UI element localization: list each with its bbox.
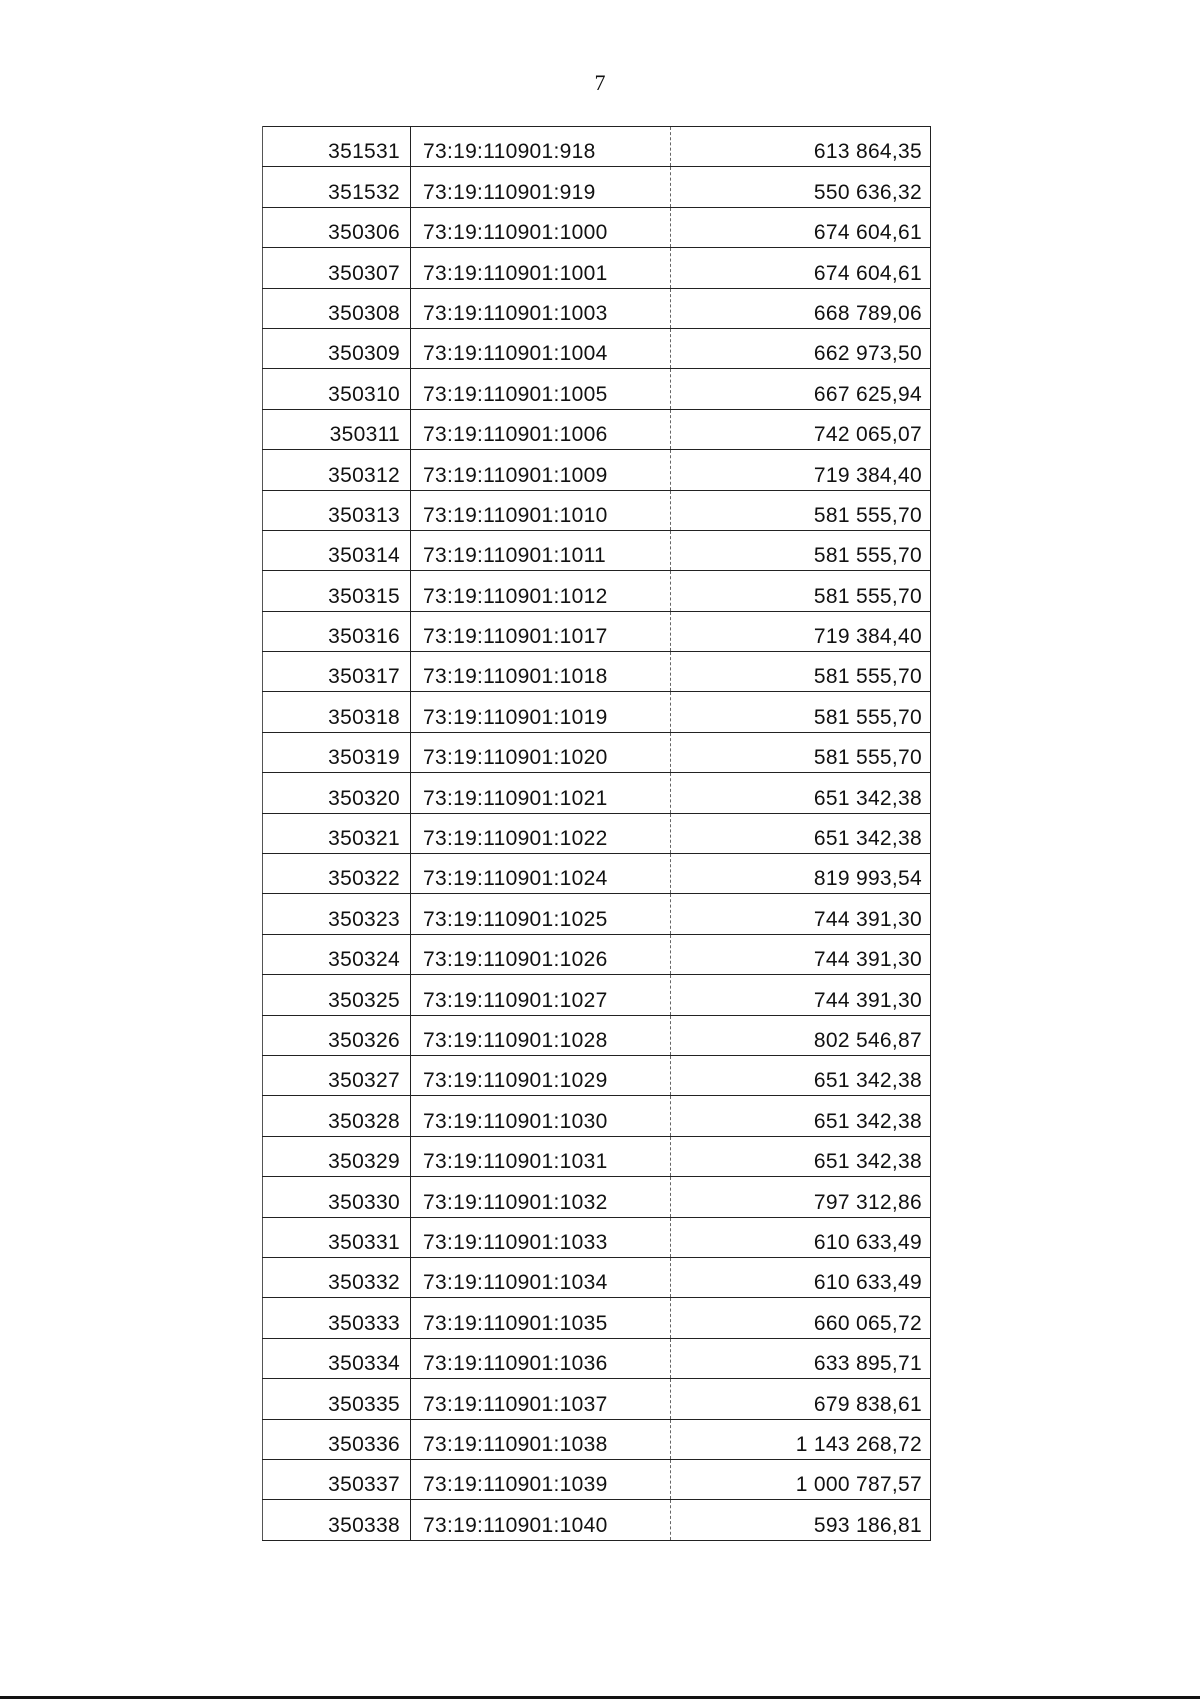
cadastral-number-cell: 73:19:110901:1018 [411, 652, 671, 692]
cadastral-number-cell: 73:19:110901:1029 [411, 1055, 671, 1095]
cadastral-value-cell: 744 391,30 [671, 894, 931, 934]
row-code-cell: 350316 [263, 611, 411, 651]
table-row [263, 611, 931, 651]
row-code-cell: 350321 [263, 813, 411, 853]
cadastral-number-cell: 73:19:110901:1033 [411, 1217, 671, 1257]
table-row [263, 1419, 931, 1459]
cadastral-number-cell: 73:19:110901:1032 [411, 1177, 671, 1217]
cadastral-number-cell: 73:19:110901:1035 [411, 1298, 671, 1338]
row-code-cell: 350336 [263, 1419, 411, 1459]
cadastral-value-cell: 610 633,49 [671, 1257, 931, 1297]
cadastral-value-cell: 613 864,35 [671, 127, 931, 167]
row-code-cell: 350329 [263, 1136, 411, 1176]
row-code-cell: 350317 [263, 652, 411, 692]
table-row [263, 1096, 931, 1136]
cadastral-value-cell: 667 625,94 [671, 369, 931, 409]
row-code-cell: 350315 [263, 571, 411, 611]
cadastral-value-cell: 651 342,38 [671, 773, 931, 813]
cadastral-number-cell: 73:19:110901:1034 [411, 1257, 671, 1297]
cadastral-value-cell: 719 384,40 [671, 611, 931, 651]
cadastral-number-cell: 73:19:110901:1011 [411, 530, 671, 570]
table-row [263, 127, 931, 167]
row-code-cell: 350331 [263, 1217, 411, 1257]
cadastral-number-cell: 73:19:110901:1020 [411, 732, 671, 772]
row-code-cell: 350326 [263, 1015, 411, 1055]
row-code-cell: 350338 [263, 1500, 411, 1540]
row-code-cell: 350323 [263, 894, 411, 934]
cadastral-number-cell: 73:19:110901:1003 [411, 288, 671, 328]
table-body [263, 127, 931, 1541]
cadastral-value-cell: 651 342,38 [671, 1136, 931, 1176]
table-row [263, 1257, 931, 1297]
cadastral-value-cell: 651 342,38 [671, 1096, 931, 1136]
cadastral-value-cell: 744 391,30 [671, 975, 931, 1015]
cadastral-value-cell: 581 555,70 [671, 490, 931, 530]
row-code-cell: 350314 [263, 530, 411, 570]
table-row [263, 288, 931, 328]
cadastral-number-cell: 73:19:110901:1039 [411, 1459, 671, 1499]
cadastral-value-cell: 674 604,61 [671, 207, 931, 247]
cadastral-value-cell: 550 636,32 [671, 167, 931, 207]
table-row [263, 692, 931, 732]
row-code-cell: 351532 [263, 167, 411, 207]
table-row [263, 1217, 931, 1257]
row-code-cell: 351531 [263, 127, 411, 167]
cadastral-number-cell: 73:19:110901:1000 [411, 207, 671, 247]
cadastral-value-cell: 651 342,38 [671, 813, 931, 853]
cadastral-number-cell: 73:19:110901:1038 [411, 1419, 671, 1459]
row-code-cell: 350311 [263, 409, 411, 449]
table-row [263, 894, 931, 934]
table-row [263, 369, 931, 409]
table-row [263, 409, 931, 449]
row-code-cell: 350319 [263, 732, 411, 772]
cadastral-value-cell: 674 604,61 [671, 248, 931, 288]
cadastral-value-cell: 581 555,70 [671, 732, 931, 772]
page-number: 7 [594, 70, 606, 95]
cadastral-number-cell: 73:19:110901:1025 [411, 894, 671, 934]
cadastral-value-cell: 742 065,07 [671, 409, 931, 449]
table-row [263, 530, 931, 570]
row-code-cell: 350327 [263, 1055, 411, 1095]
cadastral-number-cell: 73:19:110901:919 [411, 167, 671, 207]
cadastral-number-cell: 73:19:110901:1031 [411, 1136, 671, 1176]
cadastral-number-cell: 73:19:110901:1037 [411, 1379, 671, 1419]
cadastral-number-cell: 73:19:110901:1005 [411, 369, 671, 409]
table-row [263, 328, 931, 368]
cadastral-number-cell: 73:19:110901:1036 [411, 1338, 671, 1378]
table-row [263, 1015, 931, 1055]
cadastral-value-cell: 662 973,50 [671, 328, 931, 368]
cadastral-value-cell: 797 312,86 [671, 1177, 931, 1217]
table-row [263, 732, 931, 772]
table-row [263, 1177, 931, 1217]
row-code-cell: 350334 [263, 1338, 411, 1378]
row-code-cell: 350332 [263, 1257, 411, 1297]
table-row [263, 813, 931, 853]
cadastral-number-cell: 73:19:110901:918 [411, 127, 671, 167]
cadastral-number-cell: 73:19:110901:1027 [411, 975, 671, 1015]
cadastral-value-cell: 802 546,87 [671, 1015, 931, 1055]
cadastral-number-cell: 73:19:110901:1001 [411, 248, 671, 288]
table-row [263, 1055, 931, 1095]
table-row [263, 854, 931, 894]
cadastral-value-cell: 668 789,06 [671, 288, 931, 328]
cadastral-number-cell: 73:19:110901:1017 [411, 611, 671, 651]
row-code-cell: 350337 [263, 1459, 411, 1499]
cadastral-number-cell: 73:19:110901:1022 [411, 813, 671, 853]
table-row [263, 167, 931, 207]
page-bottom-rule [0, 1696, 1200, 1699]
cadastral-number-cell: 73:19:110901:1009 [411, 450, 671, 490]
row-code-cell: 350310 [263, 369, 411, 409]
cadastral-value-cell: 1 000 787,57 [671, 1459, 931, 1499]
cadastral-value-cell: 719 384,40 [671, 450, 931, 490]
cadastral-value-cell: 610 633,49 [671, 1217, 931, 1257]
table-row [263, 1136, 931, 1176]
cadastral-value-cell: 679 838,61 [671, 1379, 931, 1419]
row-code-cell: 350306 [263, 207, 411, 247]
table-row [263, 1298, 931, 1338]
table-row [263, 975, 931, 1015]
table-row [263, 652, 931, 692]
table-row [263, 773, 931, 813]
cadastral-value-cell: 633 895,71 [671, 1338, 931, 1378]
row-code-cell: 350313 [263, 490, 411, 530]
cadastral-number-cell: 73:19:110901:1004 [411, 328, 671, 368]
cadastral-number-cell: 73:19:110901:1021 [411, 773, 671, 813]
row-code-cell: 350320 [263, 773, 411, 813]
cadastral-value-cell: 593 186,81 [671, 1500, 931, 1540]
table-row [263, 450, 931, 490]
cadastral-value-cell: 581 555,70 [671, 571, 931, 611]
cadastral-number-cell: 73:19:110901:1026 [411, 934, 671, 974]
cadastral-value-cell: 819 993,54 [671, 854, 931, 894]
cadastral-number-cell: 73:19:110901:1012 [411, 571, 671, 611]
cadastral-value-cell: 581 555,70 [671, 530, 931, 570]
row-code-cell: 350318 [263, 692, 411, 732]
cadastral-number-cell: 73:19:110901:1010 [411, 490, 671, 530]
table-row [263, 1500, 931, 1540]
cadastral-value-cell: 1 143 268,72 [671, 1419, 931, 1459]
row-code-cell: 350309 [263, 328, 411, 368]
table-row [263, 248, 931, 288]
table-row [263, 571, 931, 611]
cadastral-number-cell: 73:19:110901:1040 [411, 1500, 671, 1540]
row-code-cell: 350330 [263, 1177, 411, 1217]
cadastral-value-cell: 744 391,30 [671, 934, 931, 974]
cadastral-value-cell: 581 555,70 [671, 692, 931, 732]
cadastral-value-cell: 651 342,38 [671, 1055, 931, 1095]
land-value-table [262, 126, 931, 1541]
cadastral-value-cell: 660 065,72 [671, 1298, 931, 1338]
table-row [263, 207, 931, 247]
cadastral-number-cell: 73:19:110901:1030 [411, 1096, 671, 1136]
row-code-cell: 350335 [263, 1379, 411, 1419]
cadastral-number-cell: 73:19:110901:1028 [411, 1015, 671, 1055]
cadastral-number-cell: 73:19:110901:1019 [411, 692, 671, 732]
row-code-cell: 350333 [263, 1298, 411, 1338]
row-code-cell: 350312 [263, 450, 411, 490]
row-code-cell: 350325 [263, 975, 411, 1015]
cadastral-number-cell: 73:19:110901:1006 [411, 409, 671, 449]
table-row [263, 1379, 931, 1419]
row-code-cell: 350322 [263, 854, 411, 894]
table-row [263, 490, 931, 530]
row-code-cell: 350307 [263, 248, 411, 288]
table-row [263, 1459, 931, 1499]
row-code-cell: 350324 [263, 934, 411, 974]
row-code-cell: 350328 [263, 1096, 411, 1136]
cadastral-value-cell: 581 555,70 [671, 652, 931, 692]
table-row [263, 1338, 931, 1378]
cadastral-number-cell: 73:19:110901:1024 [411, 854, 671, 894]
row-code-cell: 350308 [263, 288, 411, 328]
table-row [263, 934, 931, 974]
